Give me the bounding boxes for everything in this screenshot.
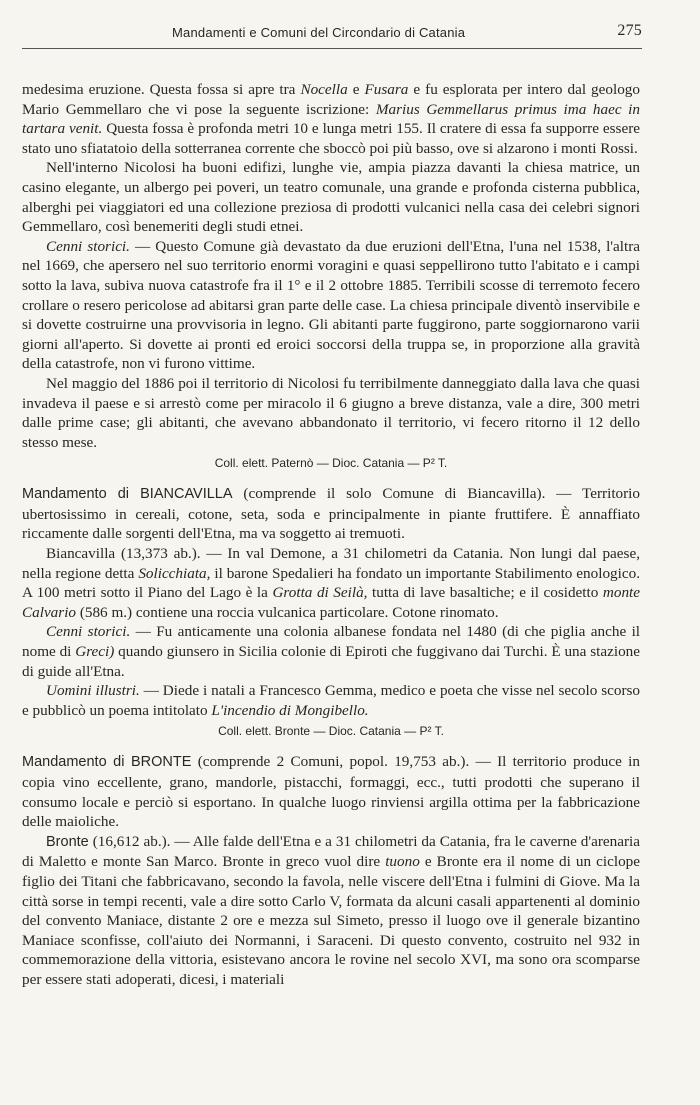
paragraph-cenni-storici-biancavilla: Cenni storici. — Fu anticamente una colonia albanese fondata nel 1480 (di che piglia anche il nome di Greci) quando giunsero in Sicilia colonie di Epiroti che fuggivano dai Turchi. È una stazione di guide all'Etna. <box>22 623 641 680</box>
paragraph-lava-1886: Nel maggio del 1886 poi il territorio di Nicolosi fu terribilmente danneggiato dalla lava che quasi invadeva il paese e si arrestò come per miracolo il 6 giugno a breve distanza, vale a dire, 300 metri dalle prime case; gli abitanti, che avevano abbandonato il territorio, vi fecero ritorno il 12 dello stesso mese. <box>22 374 640 451</box>
heading-biancavilla: Mandamento di BIANCAVILLA <box>22 486 233 503</box>
paragraph-nicolosi-interno: Nell'interno Nicolosi ha buoni edifizi, lunghe vie, ampia piazza davanti la chiesa matrice, un casino elegante, un albergo pei poveri, un teatro comunale, una grande e profonda cisterna pubblica, alberghi pei viaggiatori ed una collezione preziosa di prodotti vulcanici nella casa dei celebri signori Gemmellaro, così benemeriti degli studi etnei. <box>22 159 640 236</box>
paragraph-cenni-storici-nicolosi: Cenni storici. — Questo Comune già devastato da due eruzioni dell'Etna, l'una nel 1538, l'altra nel 1669, che apersero nel suo territorio enormi voragini e quasi seppellirono tutto l'abitato e i campi sotto la lava, subiva nuova catastrofe fra il 1° e il 2 ottobre 1885. Terribili scosse di terremoto fecero crollare o resero pericolose ad abitarsi gran parte delle case. La chiesa principale diventò inservibile e si dovette costruirne una provvisoria in legno. Gli abitanti parte fuggirono, parte soggiornarono varii giorni all'aperto. Si dovette ai pronti ed eroici soccorsi della truppa se, in proporzione alla gravità della catastrofe, non vi furono vittime. <box>22 237 641 373</box>
header-title: Mandamenti e Comuni del Circondario di Catania <box>172 25 466 40</box>
paragraph-uomini-illustri: Uomini illustri. — Diede i natali a Francesco Gemma, medico e poeta che visse nel secolo scorso e pubblicò un poema intitolato L'incendio di Mongibello. <box>22 682 641 719</box>
section-mandamento-biancavilla: Mandamento di BIANCAVILLA (comprende il solo Comune di Biancavilla). — Territorio ubertosissimo in cereali, cotone, seta, soda e principalmente in piante fruttifere. È annaffiato riccamente dalle sorgenti dell'Etna, ma va soggetto ai tremuoti. <box>22 485 640 543</box>
citation-bronte: Coll. elett. Bronte — Dioc. Catania — P² T. <box>218 724 444 739</box>
running-header <box>22 22 642 49</box>
paragraph-eruzione: medesima eruzione. Questa fossa si apre tra Nocella e Fusara e fu esplorata per intero dal geologo Mario Gemmellaro che vi pose la seguente iscrizione: Marius Gemmellarus primus ima haec in tartara venit. Questa fossa è profonda metri 10 e lunga metri 155. Il cratere di essa fa supporre essere stato uno sfiatatoio della sotterranea corrente che sboccò poi più basso, ove si alzarono i monti Rossi. <box>22 81 640 157</box>
paragraph-biancavilla: Biancavilla (13,373 ab.). — In val Demone, a 31 chilometri da Catania. Non lungi dal paese, nella regione detta Solicchiata, il barone Spedalieri ha fondato un importante Stabilimento enologico. A 100 metri sotto il Piano del Lago è la Grotta di Seilà, tutta di lave basaltiche; e il cosidetto monte Calvario (586 m.) contiene una roccia vulcanica particolare. Cotone rinomato. <box>22 545 641 621</box>
text-body <box>22 80 640 990</box>
paragraph-bronte: Bronte (16,612 ab.). — Alle falde dell'Etna e a 31 chilometri da Catania, fra le caverne d'arenaria di Maletto e monte San Marco. Bronte in greco vuol dire tuono e Bronte era il nome di un ciclope figlio dei Titani che fabbricavano, secondo la favola, nelle viscere dell'Etna i fulmini di Giove. Ma la città sorse in tempi recenti, vale a dire sotto Carlo V, formata da alcuni casali appartenenti al dominio del convento Maniace, distante 2 ore e mezza sul Simeto, presso il luogo ove il generale bizantino Maniace sconfisse, coll'aiuto dei Normanni, i Saraceni. Di questo convento, costruito nel 932 in commemorazione della vittoria, esistevano ancora le rovine nel secolo XVI, ma sono ora scomparse per essere stati adoperati, dicesi, i materiali <box>22 832 640 988</box>
section-mandamento-bronte: Mandamento di BRONTE (comprende 2 Comuni, popol. 19,753 ab.). — Il territorio produce in copia vino eccellente, grano, mandorle, pistacchi, formaggi, ecc., tutti prodotti che superano il consumo locale e perciò si esportano. In qualche luogo rinviensi argilla ottima per la fabbricazione delle maioliche. <box>22 753 640 831</box>
page-number: 275 <box>617 22 642 39</box>
heading-bronte: Mandamento di BRONTE <box>22 754 192 771</box>
citation-paterno: Coll. elett. Paternò — Dioc. Catania — P² T. <box>214 456 448 471</box>
